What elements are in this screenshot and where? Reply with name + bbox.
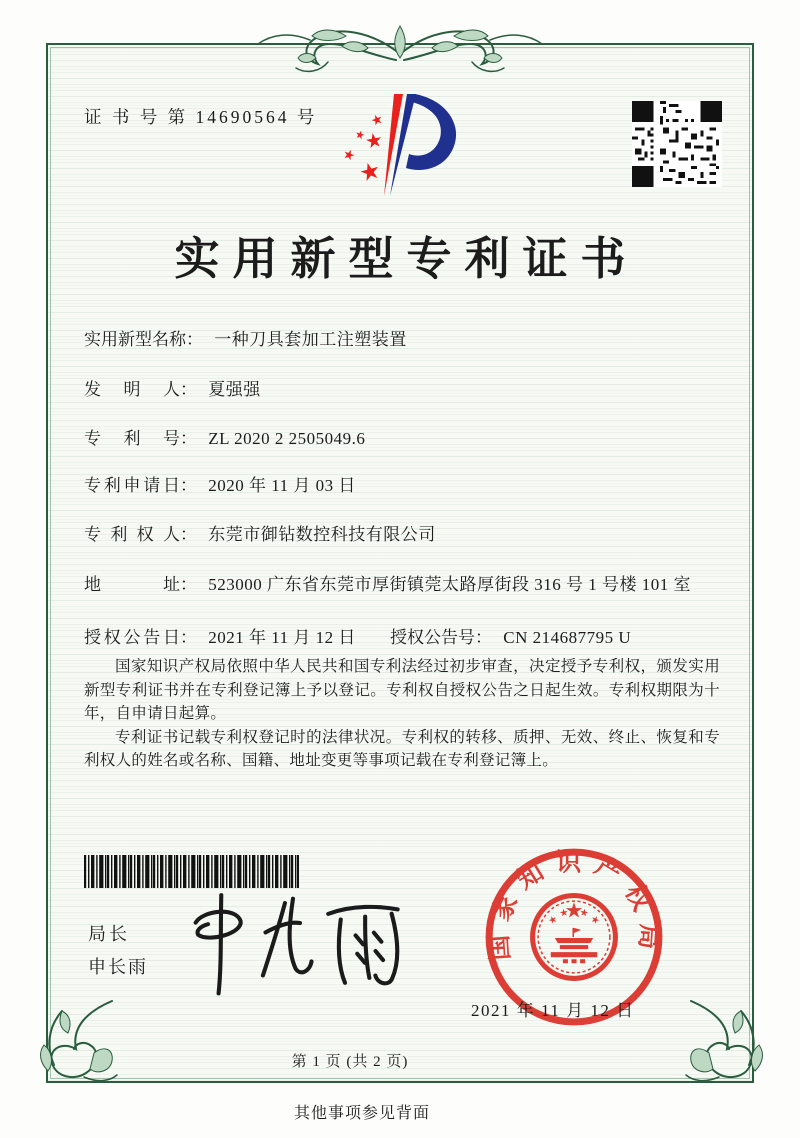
- qr-code: [632, 101, 722, 187]
- field-label: 发明人: [84, 380, 180, 399]
- field-value: 一种刀具套加工注塑装置: [214, 330, 407, 349]
- field-value: CN 214687795 U: [503, 628, 632, 647]
- page-number: 第 1 页 (共 2 页): [291, 1054, 409, 1070]
- field-colon: ：: [180, 429, 197, 448]
- field-colon: ：: [180, 525, 197, 544]
- field-value: 东莞市御钻数控科技有限公司: [208, 525, 436, 544]
- field-label: 专利号: [84, 429, 180, 448]
- field-grant-number: [390, 625, 631, 651]
- field-colon: ：: [180, 380, 197, 399]
- field-value: 523000 广东省东莞市厚街镇莞太路厚街段 316 号 1 号楼 101 室: [208, 575, 691, 594]
- seal-date: 2021 年 11 月 12 日: [471, 1001, 635, 1020]
- field-row-grant: [84, 625, 754, 651]
- field-row-address: [84, 572, 754, 598]
- field-colon: ：: [475, 628, 492, 647]
- commissioner-signature: [180, 883, 415, 998]
- field-colon: ：: [180, 476, 197, 495]
- field-value: 夏强强: [208, 380, 261, 399]
- commissioner-title: 局长: [88, 924, 130, 944]
- field-row-invention-name: [84, 327, 754, 353]
- field-label: 专利申请日: [84, 476, 180, 495]
- field-label: 授权公告号: [390, 628, 475, 647]
- back-note: 其他事项参见背面: [293, 1105, 430, 1122]
- field-row-patent-number: [84, 426, 754, 452]
- field-colon: ：: [180, 575, 197, 594]
- cnipa-logo-icon: [330, 90, 470, 202]
- certificate-number: 证 书 号 第 14690564 号: [84, 107, 318, 127]
- field-value: ZL 2020 2 2505049.6: [208, 429, 366, 448]
- field-label: 授权公告日: [84, 628, 180, 647]
- field-row-patentee: [84, 522, 754, 548]
- body-paragraph: 专利证书记载专利权登记时的法律状况。专利权的转移、质押、无效、终止、恢复和专利权人的姓名或名称、国籍、地址变更等事项记载在专利登记簿上。: [84, 728, 720, 769]
- field-value: 2021 年 11 月 12 日: [208, 628, 356, 647]
- body-paragraph: 国家知识产权局依照中华人民共和国专利法经过初步审查，决定授予专利权，颁发实用新型专利证书并在专利登记簿上予以登记。专利权自授权公告之日起生效。专利权期限为十年，自申请日起算。: [84, 658, 720, 722]
- field-row-filing-date: [84, 473, 754, 499]
- certificate-title: 实用新型专利证书: [174, 234, 639, 284]
- commissioner-name: 申长雨: [88, 957, 148, 977]
- field-value: 2020 年 11 月 03 日: [208, 476, 356, 495]
- field-row-inventor: [84, 377, 754, 403]
- field-colon: ：: [186, 330, 203, 349]
- field-colon: ：: [180, 628, 197, 647]
- legal-body-text: [84, 655, 720, 773]
- field-label: 实用新型名称: [84, 330, 186, 349]
- national-emblem-icon: [533, 896, 616, 979]
- seal-text: 国家知识产权局: [484, 848, 664, 962]
- field-label: 专利权人: [84, 525, 180, 544]
- field-label: 地址: [84, 575, 180, 594]
